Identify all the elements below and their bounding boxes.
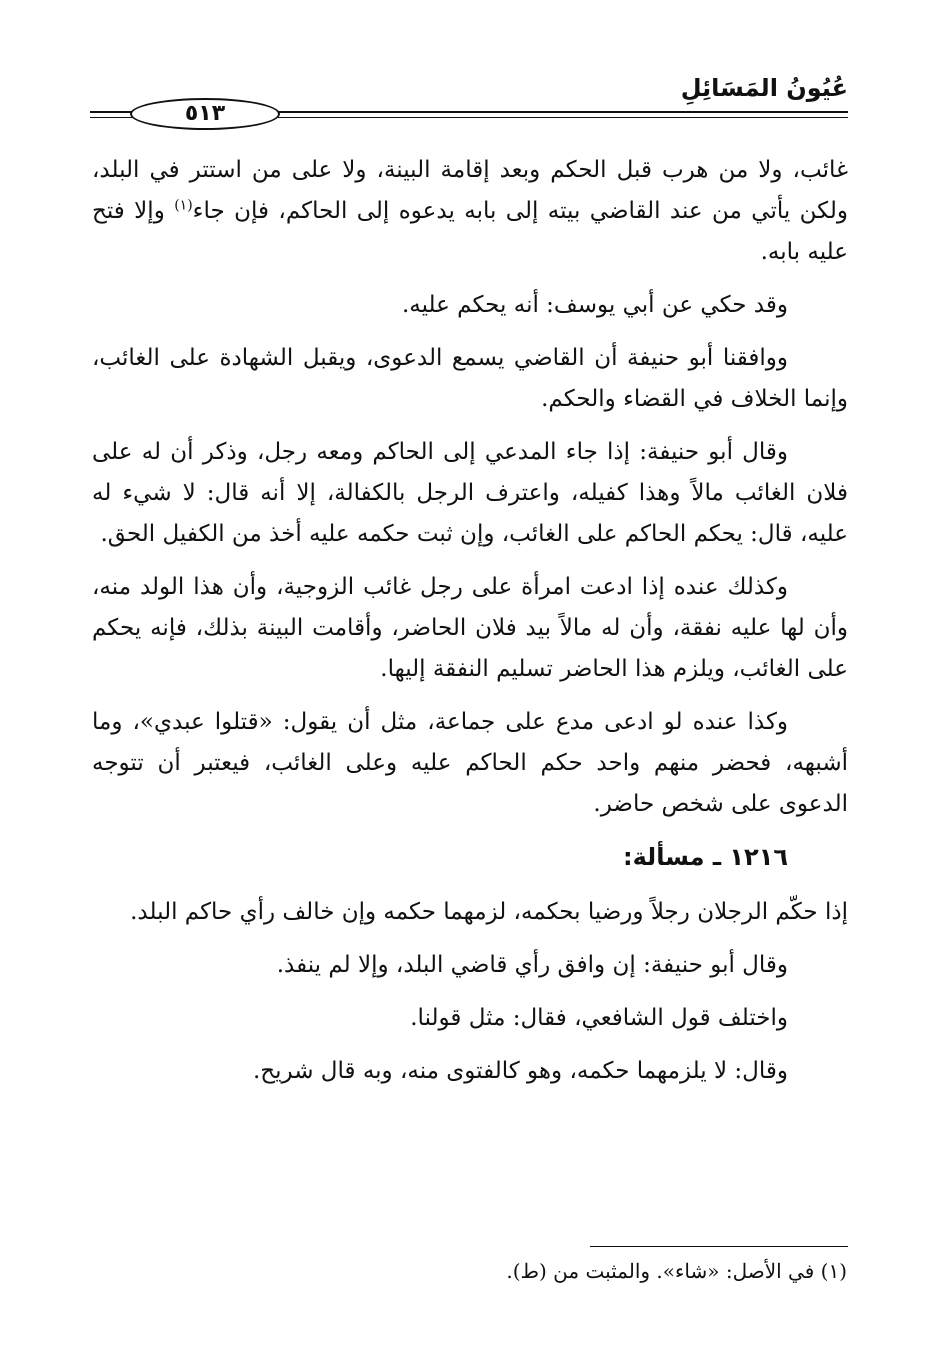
paragraph: وقال: لا يلزمهما حكمه، وهو كالفتوى منه، وبه قال شريح. (252, 1058, 788, 1084)
paragraph: ووافقنا أبو حنيفة أن القاضي يسمع الدعوى، ويقبل الشهادة على الغائب، وإنما الخلاف في القضاء والحكم. (92, 345, 848, 412)
footnote-separator (590, 1246, 848, 1247)
paragraph-text-tail: وإلا فتح عليه بابه. (92, 198, 848, 265)
paragraph: وكذا عنده لو ادعى مدع على جماعة، مثل أن يقول: «قتلوا عبدي»، وما أشبهه، فحضر منهم واحد حكم الحاكم عليه وعلى الغائب، فيعتبر أن تتوجه الدعوى على شخص حاضر. (92, 709, 848, 817)
page-body (92, 150, 848, 1104)
paragraph: واختلف قول الشافعي، فقال: مثل قولنا. (410, 1005, 788, 1031)
page-number: ٥١٣ (130, 98, 280, 130)
book-title: عُيُونُ المَسَائِلِ (680, 74, 848, 102)
paragraph: وكذلك عنده إذا ادعت امرأة على رجل غائب الزوجية، وأن هذا الولد منه، وأن لها عليه نفقة، وأن له مالاً بيد فلان الحاضر، وأقامت البينة بذلك، فإنه يحكم على الغائب، ويلزم هذا الحاضر تسليم النفقة إليها. (92, 574, 848, 682)
footnote: (١) في الأصل: «شاء». والمثبت من (ط). (506, 1259, 847, 1283)
issue-heading: ١٢١٦ ـ مسألة: (623, 843, 788, 871)
paragraph: وقد حكي عن أبي يوسف: أنه يحكم عليه. (401, 292, 788, 318)
page-header (90, 68, 848, 128)
paragraph (92, 150, 848, 273)
paragraph: وقال أبو حنيفة: إن وافق رأي قاضي البلد، وإلا لم ينفذ. (276, 952, 788, 978)
footnote-reference: (١) (174, 197, 193, 214)
paragraph: وقال أبو حنيفة: إذا جاء المدعي إلى الحاكم ومعه رجل، وذكر أن له على فلان الغائب مالاً وهذا كفيله، واعترف الرجل بالكفالة، إلا أنه قال: لا شيء له عليه، قال: يحكم الحاكم على الغائب، وإن ثبت حكمه عليه أخذ من الكفيل الحق. (92, 439, 848, 547)
paragraph-text: غائب، ولا من هرب قبل الحكم وبعد إقامة البينة، ولا على من استتر في البلد، ولكن يأتي من عند القاضي بيته إلى بابه يدعوه إلى الحاكم، فإن جاء (92, 157, 848, 224)
paragraph: إذا حكّم الرجلان رجلاً ورضيا بحكمه، لزمهما حكمه وإن خالف رأي حاكم البلد. (130, 899, 848, 925)
